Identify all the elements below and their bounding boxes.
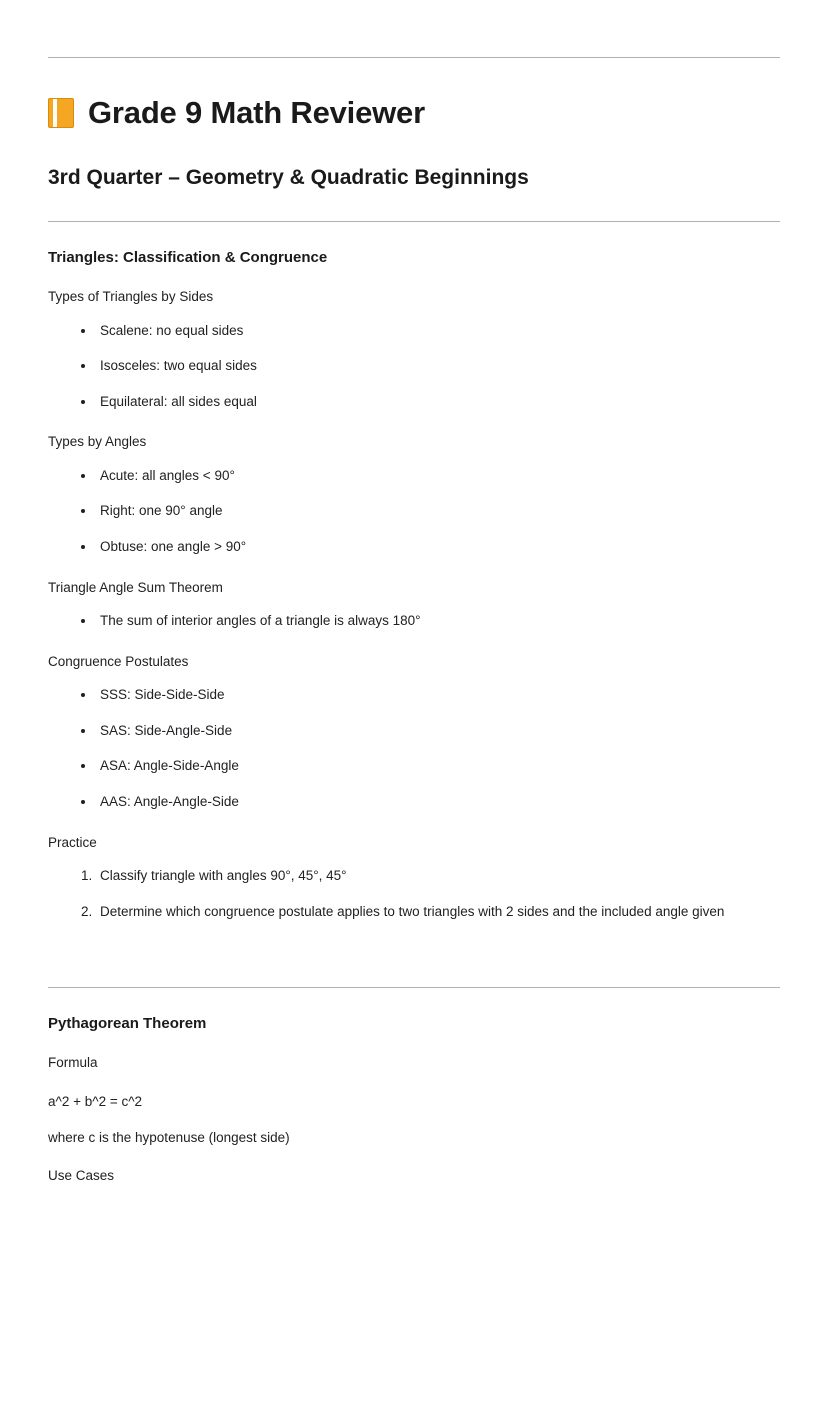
- list-item: • AAS: Angle-Angle-Side: [96, 792, 780, 812]
- list-item: • The sum of interior angles of a triangle is always 180°: [96, 611, 780, 631]
- group-label-practice: Practice: [48, 834, 97, 850]
- list-item: • Isosceles: two equal sides: [96, 356, 780, 376]
- spacer: [48, 921, 780, 951]
- document-subtitle: 3rd Quarter – Geometry & Quadratic Beginnings: [48, 166, 529, 190]
- group-label-types-by-angles: Types by Angles: [48, 434, 147, 450]
- pythagorean-formula: a^2 + b^2 = c^2: [48, 1093, 143, 1109]
- document-page: [0, 57, 828, 1420]
- use-cases-label: Use Cases: [48, 1167, 115, 1183]
- list-item: • Obtuse: one angle > 90°: [96, 537, 780, 557]
- list-item: • Acute: all angles < 90°: [96, 466, 780, 486]
- section-divider: [48, 987, 780, 988]
- list-types-by-angles: [48, 466, 780, 557]
- orange-book-icon: [48, 98, 74, 128]
- top-divider: [48, 57, 780, 58]
- subtitle-divider: [48, 221, 780, 222]
- document-title-text: Grade 9 Math Reviewer: [88, 95, 425, 130]
- list-item: • Scalene: no equal sides: [96, 321, 780, 341]
- list-item: 1. Classify triangle with angles 90°, 45°, 45°: [96, 866, 780, 886]
- list-angle-sum-theorem: [48, 611, 780, 631]
- list-item: • SSS: Side-Side-Side: [96, 685, 780, 705]
- list-item: • SAS: Side-Angle-Side: [96, 721, 780, 741]
- page-title: [48, 96, 780, 130]
- section-heading-triangles: Triangles: Classification & Congruence: [48, 249, 328, 267]
- group-label-types-by-sides: Types of Triangles by Sides: [48, 289, 214, 305]
- list-practice: [48, 866, 780, 921]
- list-item: • Right: one 90° angle: [96, 501, 780, 521]
- section-heading-pythagorean: Pythagorean Theorem: [48, 1015, 207, 1033]
- list-item: • Equilateral: all sides equal: [96, 392, 780, 412]
- list-item: • ASA: Angle-Side-Angle: [96, 756, 780, 776]
- group-label-angle-sum-theorem: Triangle Angle Sum Theorem: [48, 579, 223, 595]
- list-item: 2. Determine which congruence postulate applies to two triangles with 2 sides and the included angle given: [96, 902, 780, 922]
- formula-label: Formula: [48, 1055, 98, 1071]
- group-label-congruence-postulates: Congruence Postulates: [48, 653, 189, 669]
- list-types-by-sides: [48, 321, 780, 412]
- formula-note: where c is the hypotenuse (longest side): [48, 1129, 290, 1145]
- list-congruence-postulates: [48, 685, 780, 811]
